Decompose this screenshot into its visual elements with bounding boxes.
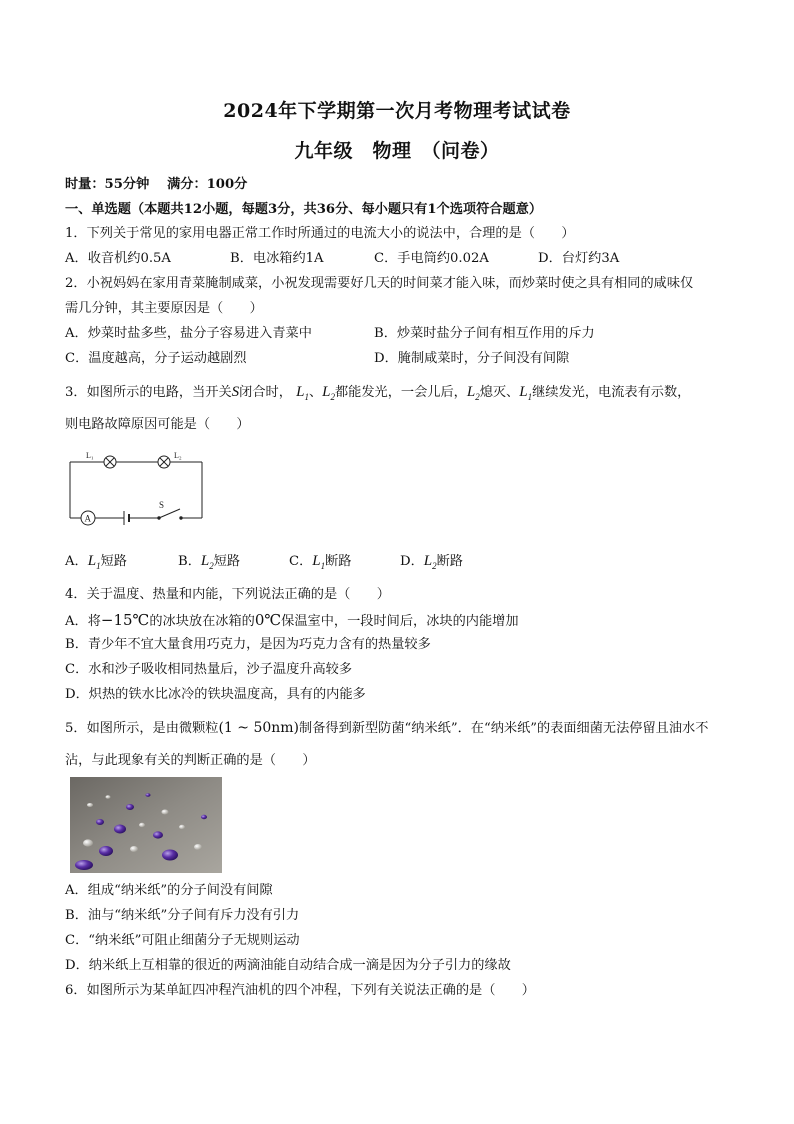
q2-option-b: B．炒菜时盐分子间有相互作用的斥力 [374,326,595,341]
q4-option-a: A．将−15℃的冰块放在冰箱的0℃保温室中，一段时间后，冰块的内能增加 [65,611,519,629]
q2-stem-line2: 需几分钟，其主要原因是（ ） [65,301,263,316]
q6-stem: 6．如图所示为某单缸四冲程汽油机的四个冲程，下列有关说法正确的是（ ） [65,983,535,998]
time-score: 时量：55分钟 满分：100分 [65,177,248,192]
q1-stem: 1．下列关于常见的家用电器正常工作时所通过的电流大小的说法中，合理的是（ ） [65,226,575,241]
q3-ammeter-label: A [84,513,91,524]
exam-title: 2024年下学期第一次月考物理考试试卷 [223,100,571,122]
q1-option-b: B．电冰箱约1A [230,251,324,266]
q3-text: 闭合时， [239,385,292,400]
q3-label-l1: L₁ [86,451,94,460]
q3-l2-symbol: $L_2$ [466,384,480,402]
q3-l1-symbol: $L_1$ [296,384,309,402]
q5-stem-line2: 沾，与此现象有关的判断正确的是（ ） [65,753,316,768]
q5-option-a: A．组成“纳米纸”的分子间没有间隙 [65,883,273,898]
q3-circuit-diagram [66,446,206,526]
section-heading: 一、单选题（本题共12小题，每题3分，共36分、每小题只有1个选项符合题意） [65,202,543,217]
q5-stem-line1: 5．如图所示，是由微颗粒(1 ~ 50nm)制备得到新型防菌“纳米纸”．在“纳米纸”的表面细菌无法停留且油水不 [65,720,709,736]
q5-option-d: D．纳米纸上互相靠的很近的两滴油能自动结合成一滴是因为分子引力的缘故 [65,958,511,973]
q3-option-c: C．$L_1$断路 [289,553,352,571]
q3-option-a: A．$L_1$短路 [65,553,127,571]
q5-nanopaper-photo [70,777,222,873]
q2-stem-line1: 2．小祝妈妈在家用青菜腌制咸菜，小祝发现需要好几天的时间菜才能入味，而炒菜时使之具有相同的咸味仅 [65,276,694,291]
q5-option-c: C．“纳米纸”可阻止细菌分子无规则运动 [65,933,300,948]
q3-option-b: B．$L_2$短路 [178,553,241,571]
q3-text: 继续发光，电流表有示数， [532,385,691,400]
q4-option-b: B．青少年不宜大量食用巧克力，是因为巧克力含有的热量较多 [65,637,431,652]
q4-stem: 4．关于温度、热量和内能，下列说法正确的是（ ） [65,587,390,602]
q3-option-d: D．$L_2$断路 [400,553,463,571]
q3-l2-symbol: $L_2$ [322,384,335,402]
q2-option-c: C．温度越高，分子运动越剧烈 [65,351,247,366]
q3-switch-symbol: S [231,384,240,400]
q3-switch-label: S [159,500,165,510]
q3-text: 熄灭、 [479,385,520,400]
q3-label-l2: L₂ [174,451,182,460]
q2-option-a: A．炒菜时盐多些，盐分子容易进入青菜中 [65,326,312,341]
q2-option-d: D．腌制咸菜时，分子间没有间隙 [374,351,570,366]
q4-option-c: C．水和沙子吸收相同热量后，沙子温度升高较多 [65,662,353,677]
q1-option-d: D．台灯约3A [538,251,620,266]
q3-stem-line2: 则电路故障原因可能是（ ） [65,417,250,432]
q3-stem-line1: 3．如图所示的电路，当开关S闭合时， $L_1$、$L_2$都能发光，一会儿后，$L_2$熄灭、$L_1$继续发光，电流表有示数， [65,384,691,402]
q3-text: 3．如图所示的电路，当开关 [65,385,232,400]
q3-text: 都能发光，一会儿后， [334,385,467,400]
q4-option-d: D．炽热的铁水比冰冷的铁块温度高，具有的内能多 [65,687,366,702]
q5-option-b: B．油与“纳米纸”分子间有斥力没有引力 [65,908,300,923]
q1-option-c: C．手电筒约0.02A [374,251,489,266]
q1-option-a: A．收音机约0.5A [65,251,171,266]
q3-l1-symbol: $L_1$ [519,384,533,402]
exam-subtitle: 九年级 物理 （问卷） [294,140,500,162]
